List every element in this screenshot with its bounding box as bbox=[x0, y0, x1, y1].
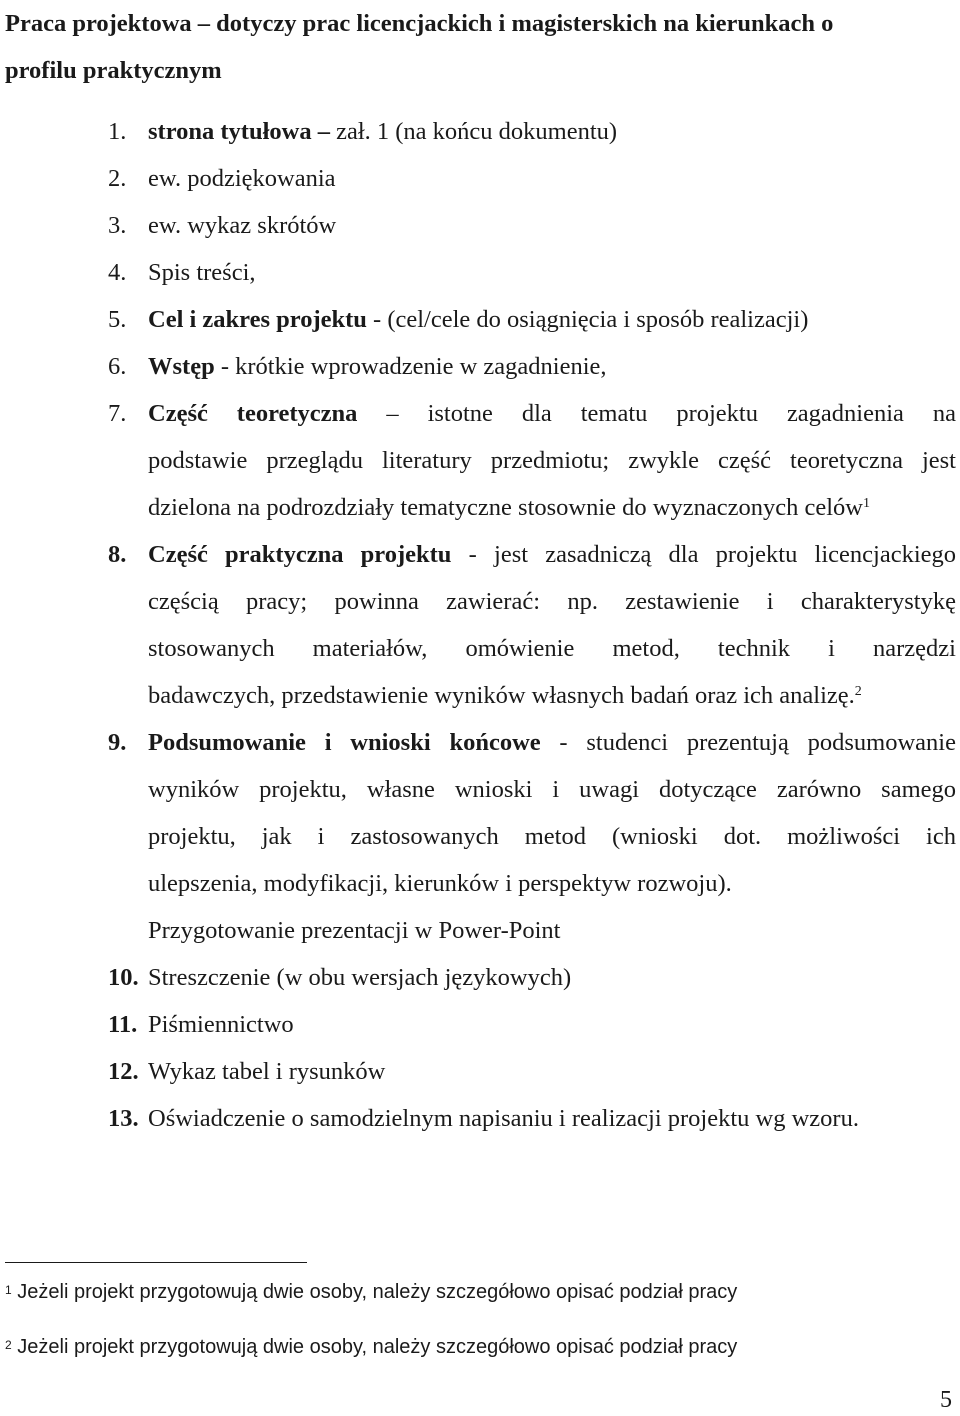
list-number: 9. bbox=[108, 729, 127, 756]
list-item-text: - (cel/cele do osiągnięcia i sposób realizacji) bbox=[366, 306, 809, 333]
footnote-text: Jeżeli projekt przygotowują dwie osoby, należy szczegółowo opisać podział pracy bbox=[17, 1281, 738, 1303]
list-item-text: Przygotowanie prezentacji w Power-Point bbox=[148, 917, 561, 944]
list-item-heading: Podsumowanie i wnioski końcowe bbox=[148, 729, 541, 756]
footnote-reference: 2 bbox=[854, 684, 862, 699]
list-item-text: zał. 1 (na końcu dokumentu) bbox=[336, 118, 618, 145]
page-title bbox=[5, 0, 955, 94]
footnote-mark: 1 bbox=[5, 1283, 12, 1297]
list-number: 12. bbox=[108, 1058, 139, 1085]
list-item-heading: Wstęp bbox=[148, 353, 215, 380]
list-item-text: stosowanych materiałów, omówienie metod, technik i narzędzi bbox=[148, 635, 956, 662]
list-number: 7. bbox=[108, 400, 127, 427]
footnote bbox=[5, 1278, 737, 1306]
list-number: 10. bbox=[108, 964, 139, 991]
list-item-text: podstawie przeglądu literatury przedmiotu; zwykle część teoretyczna jest bbox=[148, 447, 956, 474]
list-item-text: ulepszenia, modyfikacji, kierunków i perspektyw rozwoju). bbox=[148, 870, 732, 897]
footnote bbox=[5, 1333, 737, 1361]
list-number: 11. bbox=[108, 1011, 138, 1038]
list-item-text: częścią pracy; powinna zawierać: np. zestawienie i charakterystykę bbox=[148, 588, 956, 615]
footnote-mark: 2 bbox=[5, 1338, 12, 1352]
list-item-text: ew. podziękowania bbox=[148, 165, 336, 192]
list-item-text: badawczych, przedstawienie wyników własnych badań oraz ich analizę. bbox=[148, 682, 855, 709]
list-item-text: dzielona na podrozdziały tematyczne stosownie do wyznaczonych celów bbox=[148, 494, 863, 521]
footnote-text: Jeżeli projekt przygotowują dwie osoby, należy szczegółowo opisać podział pracy bbox=[17, 1336, 738, 1358]
list-item-heading: strona tytułowa – bbox=[148, 118, 337, 145]
list-item-text: Wykaz tabel i rysunków bbox=[148, 1058, 386, 1085]
list-item-text: - krótkie wprowadzenie w zagadnienie, bbox=[214, 353, 607, 380]
list-number: 2. bbox=[108, 165, 127, 192]
list-number: 6. bbox=[108, 353, 127, 380]
list-item-heading: Część teoretyczna bbox=[148, 400, 358, 427]
list-number: 3. bbox=[108, 212, 127, 239]
list-item-text: Piśmiennictwo bbox=[148, 1011, 294, 1038]
list-item-heading: Cel i zakres projektu bbox=[148, 306, 367, 333]
footnote-reference: 1 bbox=[863, 496, 870, 511]
title-line-2: profilu praktycznym bbox=[5, 57, 222, 84]
list-item-text: Streszczenie (w obu wersjach językowych) bbox=[148, 964, 572, 991]
list-number: 1. bbox=[108, 118, 127, 145]
list-item-text: - studenci prezentują podsumowanie bbox=[540, 729, 956, 756]
list-item-heading: Część praktyczna projektu bbox=[148, 541, 452, 568]
list-number: 13. bbox=[108, 1105, 139, 1132]
title-line-1: Praca projektowa – dotyczy prac licencjackich i magisterskich na kierunkach o bbox=[5, 10, 834, 37]
list-item-text: wyników projektu, własne wnioski i uwagi dotyczące zarówno samego bbox=[148, 776, 956, 803]
list-number: 5. bbox=[108, 306, 127, 333]
list-item-text: - jest zasadniczą dla projektu licencjackiego bbox=[451, 541, 956, 568]
page-number: 5 bbox=[940, 1387, 952, 1413]
list-item-text: projektu, jak i zastosowanych metod (wnioski dot. możliwości ich bbox=[148, 823, 956, 850]
list-item-text: Oświadczenie o samodzielnym napisaniu i realizacji projektu wg wzoru. bbox=[148, 1105, 859, 1132]
footnote-separator bbox=[5, 1262, 307, 1263]
list-number: 4. bbox=[108, 259, 127, 286]
list-number: 8. bbox=[108, 541, 127, 568]
list-item-text: ew. wykaz skrótów bbox=[148, 212, 337, 239]
list-item-text: – istotne dla tematu projektu zagadnienia na bbox=[386, 400, 956, 427]
list-item-text: Spis treści, bbox=[148, 259, 256, 286]
